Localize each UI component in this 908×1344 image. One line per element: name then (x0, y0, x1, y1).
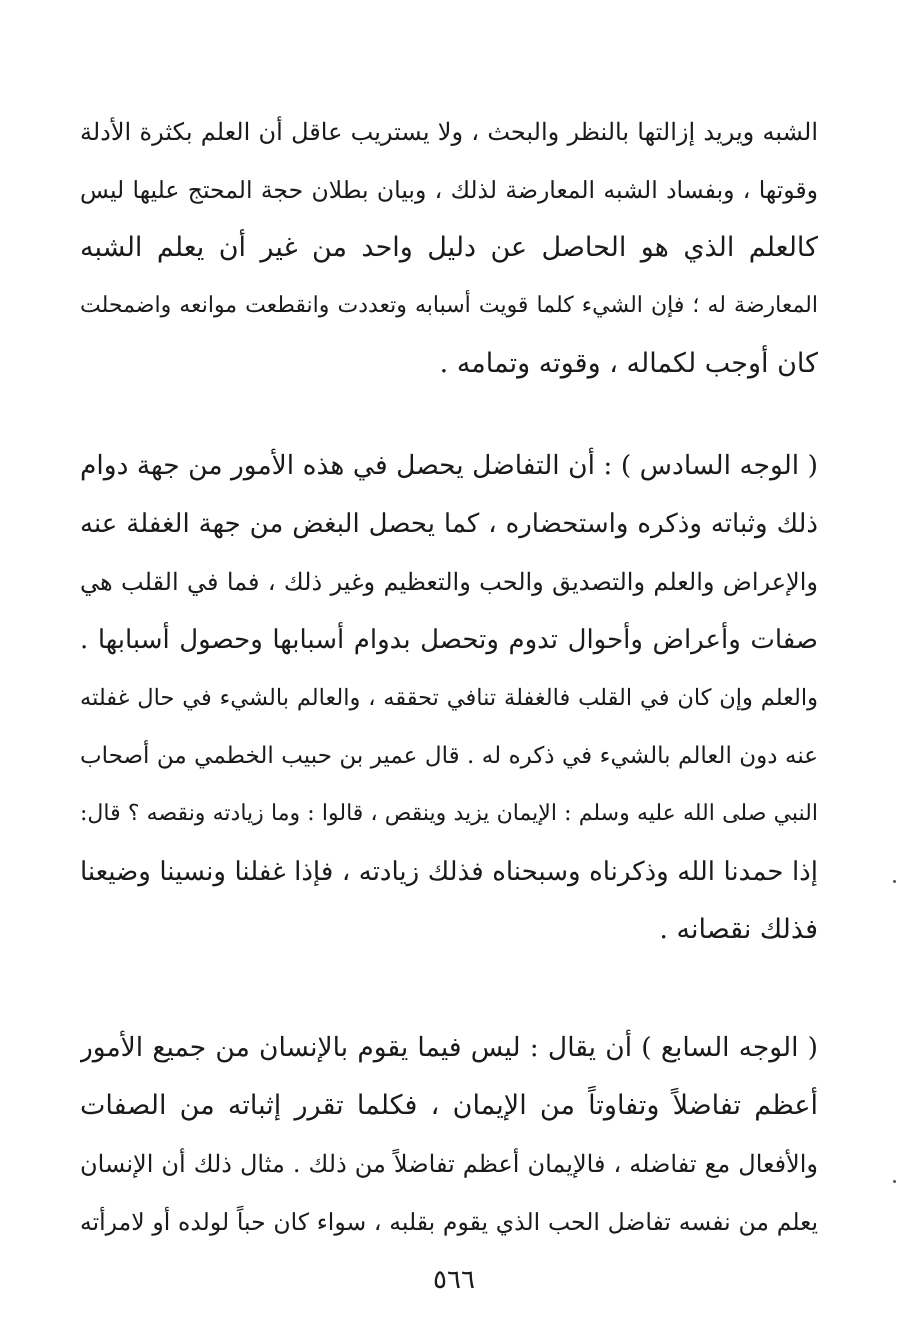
text-line: المعارضة له ؛ فإن الشيء كلما قويت أسبابه وتعددت وانقطعت موانعه واضمحلت (80, 293, 818, 318)
text-line: فذلك نقصانه . (659, 914, 818, 945)
paragraph-sixth-aspect (80, 437, 818, 959)
text-line: والإعراض والعلم والتصديق والحب والتعظيم وغير ذلك ، فما في القلب هي (80, 568, 818, 596)
text-line: والعلم وإن كان في القلب فالغفلة تنافي تحققه ، والعالم بالشيء في حال غفلته (80, 685, 818, 711)
text-line: ( الوجه السابع ) أن يقال : ليس فيما يقوم بالإنسان من جميع الأمور (80, 1032, 818, 1063)
text-line: كالعلم الذي هو الحاصل عن دليل واحد من غير أن يعلم الشبه (80, 232, 818, 263)
text-line: صفات وأعراض وأحوال تدوم وتحصل بدوام أسبابها وحصول أسبابها . (80, 625, 818, 655)
text-line: يعلم من نفسه تفاضل الحب الذي يقوم بقلبه ، سواء كان حباً لولده أو لامرأته (80, 1208, 818, 1236)
text-line: ذلك وثباته وذكره واستحضاره ، كما يحصل البغض من جهة الغفلة عنه (80, 509, 818, 539)
text-line: النبي صلى الله عليه وسلم : الإيمان يزيد وينقص ، قالوا : وما زيادته ونقصه ؟ قال: (80, 801, 818, 826)
page-number: ٥٦٦ (433, 1265, 475, 1295)
scan-speck (893, 880, 896, 883)
paragraph-seventh-aspect (80, 1019, 818, 1251)
scan-speck (893, 1180, 896, 1183)
text-line: أعظم تفاضلاً وتفاوتاً من الإيمان ، فكلما تقرر إثباته من الصفات (80, 1090, 818, 1121)
text-line: والأفعال مع تفاضله ، فالإيمان أعظم تفاضلاً من ذلك . مثال ذلك أن الإنسان (80, 1150, 818, 1178)
text-line: إذا حمدنا الله وذكرناه وسبحناه فذلك زيادته ، فإذا غفلنا ونسينا وضيعنا (80, 857, 818, 887)
text-line: كان أوجب لكماله ، وقوته وتمامه . (439, 348, 818, 379)
text-line: وقوتها ، وبفساد الشبه المعارضة لذلك ، وبيان بطلان حجة المحتج عليها ليس (80, 176, 818, 204)
text-line: عنه دون العالم بالشيء في ذكره له . قال عمير بن حبيب الخطمي من أصحاب (80, 743, 818, 769)
text-line: الشبه ويريد إزالتها بالنظر والبحث ، ولا يستريب عاقل أن العلم بكثرة الأدلة (80, 118, 818, 146)
paragraph-continuation (80, 103, 818, 393)
text-line: ( الوجه السادس ) : أن التفاضل يحصل في هذه الأمور من جهة دوام (80, 450, 818, 481)
